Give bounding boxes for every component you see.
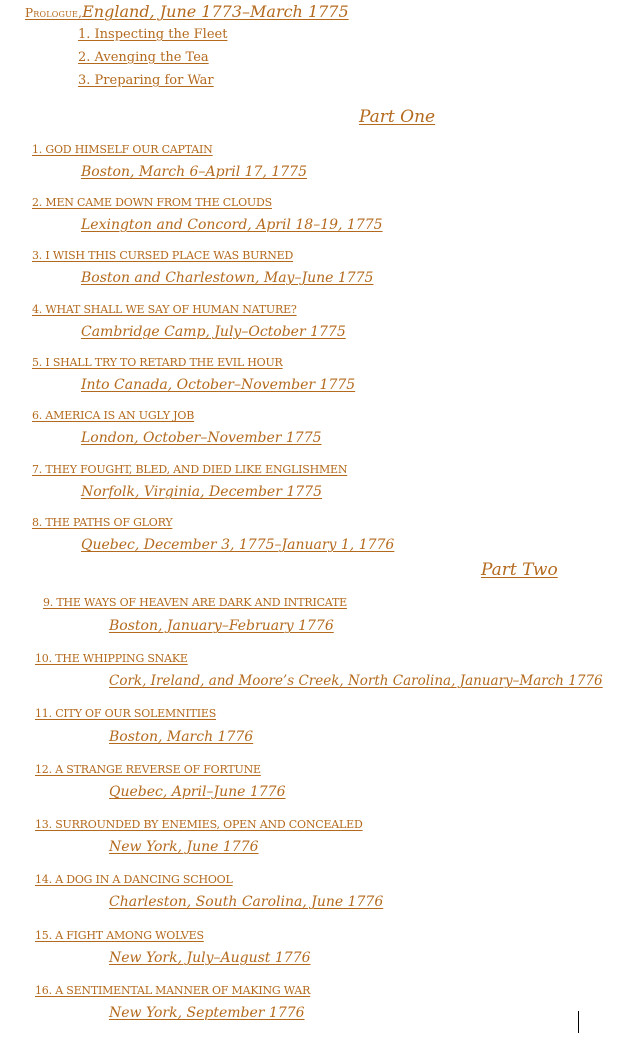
chapter-subtitle-link[interactable]: New York, July–August 1776 [109,950,311,966]
chapter-subtitle-link[interactable]: Charleston, South Carolina, June 1776 [109,894,384,910]
chapter-subtitle-link[interactable]: Norfolk, Virginia, December 1775 [81,484,322,500]
chapter-title-link[interactable]: 7. THEY FOUGHT, BLED, AND DIED LIKE ENGLISHMEN [32,463,348,476]
prologue-label-link[interactable]: Prologue, [25,6,83,20]
chapter-subtitle-link[interactable]: Boston, March 6–April 17, 1775 [81,164,307,180]
chapter-title-link[interactable]: 8. THE PATHS OF GLORY [32,516,173,529]
chapter-subtitle-link[interactable]: Quebec, December 3, 1775–January 1, 1776 [81,537,395,553]
chapter-title-link[interactable]: 15. A FIGHT AMONG WOLVES [35,929,204,942]
chapter-subtitle-link[interactable]: Into Canada, October–November 1775 [81,377,356,393]
chapter-subtitle-link[interactable]: London, October–November 1775 [81,430,322,446]
chapter-subtitle-link[interactable]: Boston and Charlestown, May–June 1775 [81,270,374,286]
chapter-subtitle-link[interactable]: Boston, March 1776 [109,729,254,745]
chapter-subtitle-link[interactable]: Quebec, April–June 1776 [109,784,286,800]
chapter-subtitle-link[interactable]: Lexington and Concord, April 18–19, 1775 [81,217,383,233]
chapter-title-link[interactable]: 14. A DOG IN A DANCING SCHOOL [35,873,233,886]
prologue-item-link[interactable]: 1. Inspecting the Fleet [78,27,228,42]
text-cursor [578,1011,579,1033]
chapter-title-link[interactable]: 5. I SHALL TRY TO RETARD THE EVIL HOUR [32,356,283,369]
chapter-subtitle-link[interactable]: Boston, January–February 1776 [109,618,334,634]
chapter-subtitle-link[interactable]: New York, September 1776 [109,1005,305,1021]
chapter-title-link[interactable]: 4. WHAT SHALL WE SAY OF HUMAN NATURE? [32,303,297,316]
chapter-title-link[interactable]: 6. AMERICA IS AN UGLY JOB [32,409,195,422]
chapter-title-link[interactable]: 9. THE WAYS OF HEAVEN ARE DARK AND INTRICATE [43,596,347,609]
chapter-title-link[interactable]: 2. MEN CAME DOWN FROM THE CLOUDS [32,196,272,209]
chapter-title-link[interactable]: 3. I WISH THIS CURSED PLACE WAS BURNED [32,249,294,262]
prologue-item-link[interactable]: 2. Avenging the Tea [78,50,209,65]
chapter-title-link[interactable]: 11. CITY OF OUR SOLEMNITIES [35,707,217,720]
prologue-heading [25,2,349,21]
chapter-title-link[interactable]: 12. A STRANGE REVERSE OF FORTUNE [35,763,261,776]
chapter-subtitle-link[interactable]: Cork, Ireland, and Moore’s Creek, North Carolina, January–March 1776 [109,673,603,689]
prologue-item-link[interactable]: 3. Preparing for War [78,73,214,88]
chapter-title-link[interactable]: 13. SURROUNDED BY ENEMIES, OPEN AND CONCEALED [35,818,363,831]
chapter-title-link[interactable]: 16. A SENTIMENTAL MANNER OF MAKING WAR [35,984,311,997]
chapter-title-link[interactable]: 10. THE WHIPPING SNAKE [35,652,188,665]
chapter-subtitle-link[interactable]: Cambridge Camp, July–October 1775 [81,324,346,340]
part-two-title-link[interactable]: Part Two [481,560,558,580]
part-one-title-link[interactable]: Part One [359,107,436,127]
chapter-title-link[interactable]: 1. GOD HIMSELF OUR CAPTAIN [32,143,213,156]
chapter-subtitle-link[interactable]: New York, June 1776 [109,839,259,855]
prologue-title-link[interactable]: England, June 1773–March 1775 [82,2,349,21]
